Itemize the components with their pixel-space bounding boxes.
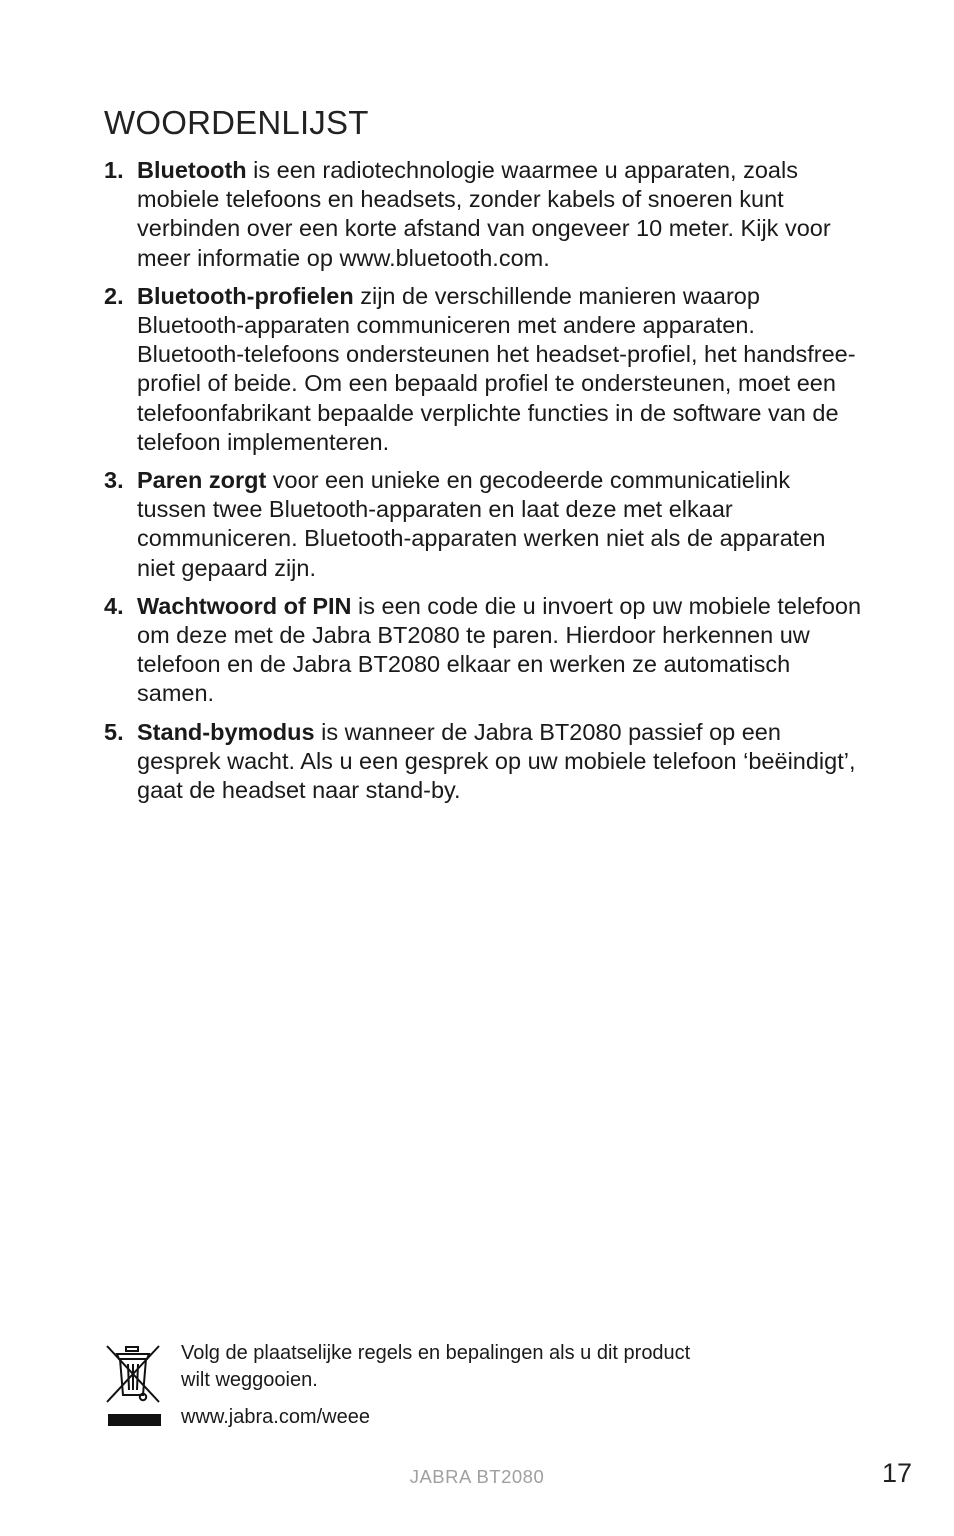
page-title: WOORDENLIJST bbox=[104, 104, 369, 141]
glossary-item bbox=[104, 156, 864, 273]
glossary-definition: is wanneer de Jabra BT2080 passief op een gesprek wacht. Als u een gesprek op uw mobiele telefoon ‘beëindigt’, gaat de headset naar stand-by. bbox=[137, 718, 856, 804]
item-number: 4. bbox=[104, 592, 124, 619]
footer-product-name: JABRA BT2080 bbox=[409, 1466, 545, 1487]
item-number: 3. bbox=[104, 467, 124, 494]
glossary-definition: is een code die u invoert op uw mobiele telefoon om deze met de Jabra BT2080 te paren. Hierdoor herkennen uw telefoon en de Jabra BT2080 elkaar en werken ze automatisch samen. bbox=[137, 592, 862, 707]
crossed-out-wheelie-bin-icon bbox=[104, 1342, 162, 1406]
glossary-definition: voor een unieke en gecodeerde communicatielink tussen twee Bluetooth-apparaten en laat deze met elkaar communiceren. Bluetooth-apparaten werken niet als de apparaten niet gepaard zijn. bbox=[137, 467, 826, 581]
glossary-term: Bluetooth bbox=[137, 157, 247, 183]
glossary-term: Wachtwoord of PIN bbox=[137, 592, 352, 619]
glossary-item bbox=[104, 592, 864, 709]
item-number: 1. bbox=[104, 157, 124, 183]
glossary-definition: zijn de verschillende manieren waarop Bluetooth-apparaten communiceren met andere apparaten. Bluetooth-telefoons ondersteunen het headset-profiel, het handsfree-profiel of beide. Om een bepaald profiel te ondersteunen, moet een telefoonfabrikant bepaalde verplichte functies in de software van de telefoon implementeren. bbox=[137, 282, 856, 455]
weee-bar bbox=[108, 1414, 161, 1426]
glossary-term: Bluetooth-profielen bbox=[137, 282, 354, 309]
item-number: 5. bbox=[104, 718, 124, 745]
glossary-list bbox=[104, 156, 864, 814]
item-number: 2. bbox=[104, 282, 124, 309]
page-number: 17 bbox=[881, 1458, 912, 1488]
glossary-term: Stand-bymodus bbox=[137, 718, 315, 745]
glossary-item bbox=[104, 282, 864, 457]
weee-disposal-notice: Volg de plaatselijke regels en bepalingen als u dit product wilt weggooien. bbox=[181, 1342, 691, 1391]
glossary-item bbox=[104, 718, 864, 806]
glossary-definition: is een radiotechnologie waarmee u apparaten, zoals mobiele telefoons en headsets, zonder kabels of snoeren kunt verbinden over een korte afstand van ongeveer 10 meter. Kijk voor meer informatie op www.bluetooth.com. bbox=[137, 157, 831, 271]
glossary-item bbox=[104, 466, 864, 583]
weee-url: www.jabra.com/weee bbox=[181, 1406, 370, 1428]
glossary-term: Paren zorgt bbox=[137, 467, 267, 494]
